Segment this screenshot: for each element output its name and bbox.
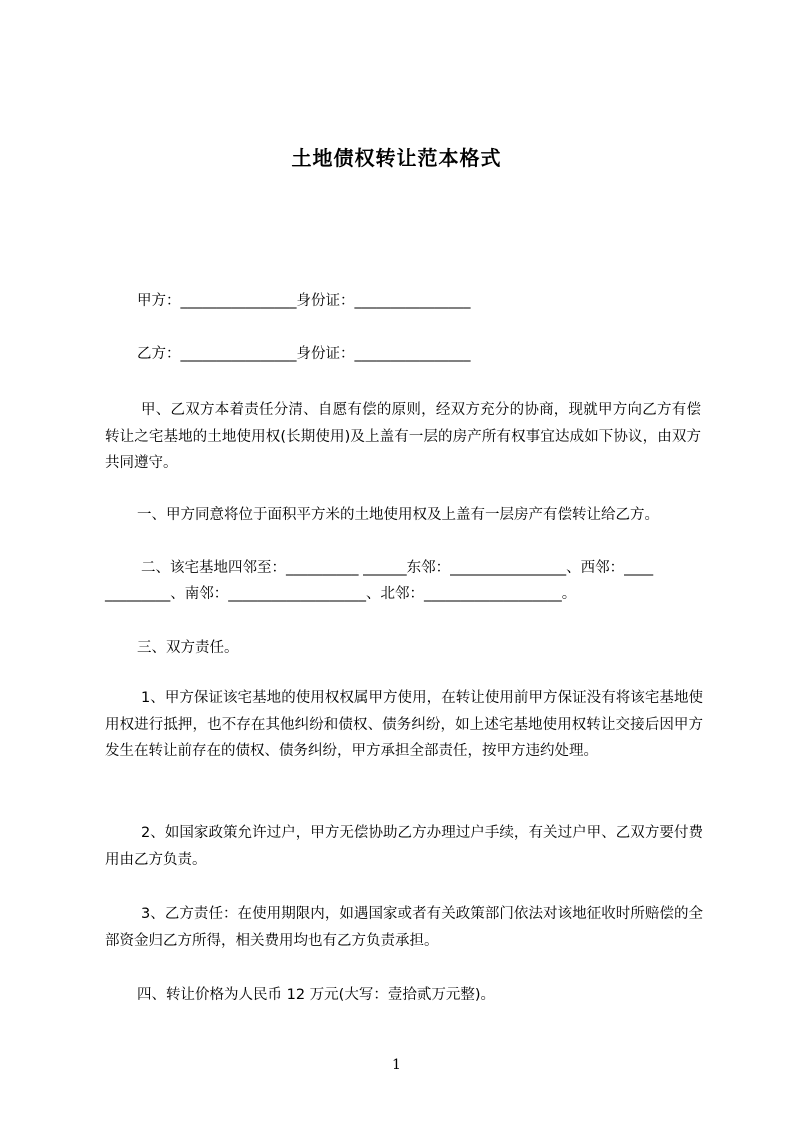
clause-2-line-2: _________、南邻：___________________、北邻：___________________。	[105, 586, 577, 602]
party-a-line: 甲方：________________身份证：________________	[137, 293, 471, 309]
clause-3-2: 2、如国家政策允许过户，甲方无偿协助乙方办理过户手续，有关过户甲、乙双方要付费用由乙方负责。	[105, 825, 703, 868]
clause-3-1: 1、甲方保证该宅基地的使用权权属甲方使用，在转让使用前甲方保证没有将该宅基地使用权进行抵押，也不存在其他纠纷和债权、债务纠纷，如上述宅基地使用权转让交接后因甲方发生在转让前存在的债权、债务纠纷，甲方承担全部责任，按甲方违约处理。	[105, 690, 703, 759]
clause-3-heading: 三、双方责任。	[137, 640, 239, 656]
clause-4: 四、转让价格为人民币 12 万元(大写：壹拾贰万元整)。	[137, 987, 495, 1003]
intro-paragraph: 甲、乙双方本着责任分清、自愿有偿的原则，经双方充分的协商，现就甲方向乙方有偿转让之宅基地的土地使用权(长期使用)及上盖有一层的房产所有权事宜达成如下协议，由双方共同遵守。	[105, 402, 701, 471]
clause-1: 一、甲方同意将位于面积平方米的土地使用权及上盖有一层房产有偿转让给乙方。	[137, 507, 659, 523]
clause-3-3: 3、乙方责任：在使用期限内，如遇国家或者有关政策部门依法对该地征收时所赔偿的全部资金归乙方所得，相关费用均也有乙方负责承担。	[105, 906, 703, 949]
page-number: 1	[392, 1057, 401, 1073]
document-title: 土地债权转让范本格式	[291, 146, 502, 170]
clause-2-line-1: 二、该宅基地四邻至：__________ ______东邻：________________、西邻：____	[141, 560, 654, 576]
party-b-line: 乙方：________________身份证：________________	[137, 346, 471, 362]
